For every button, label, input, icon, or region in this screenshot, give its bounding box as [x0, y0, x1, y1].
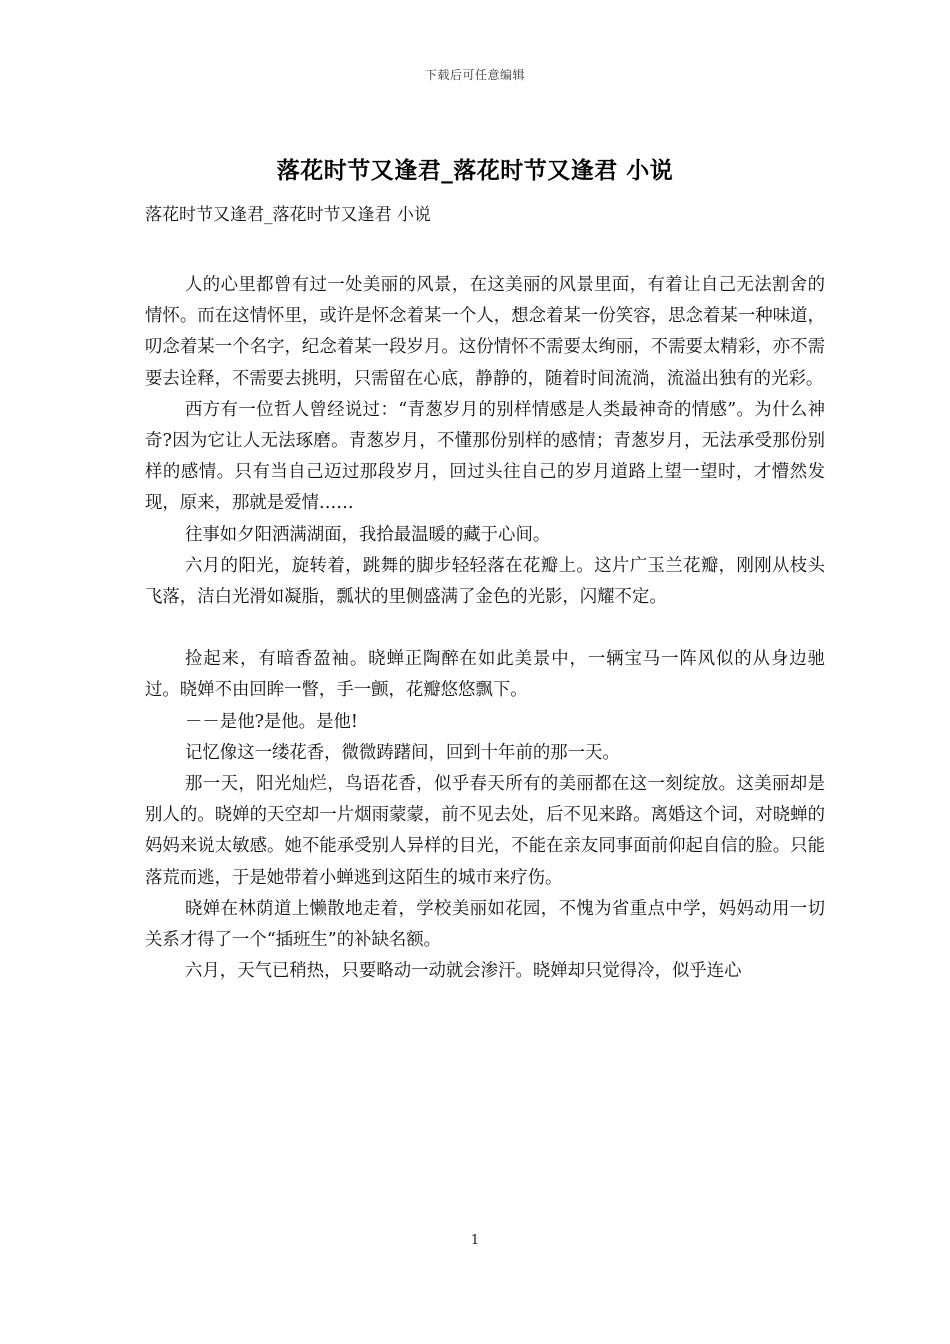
- paragraph: 六月的阳光，旋转着，跳舞的脚步轻轻落在花瓣上。这片广玉兰花瓣，刚刚从枝头飞落，洁白光滑如凝脂，瓢状的里侧盛满了金色的光影，闪耀不定。: [145, 555, 825, 608]
- header-note: 下载后可任意编辑: [424, 68, 525, 82]
- document-subtitle: 落花时节又逢君_落花时节又逢君 小说: [145, 205, 431, 225]
- paragraph: 捡起来，有暗香盈袖。晓蝉正陶醉在如此美景中，一辆宝马一阵风似的从身边驰过。晓婵不由回眸一瞥，手一颤，花瓣悠悠飘下。: [145, 649, 825, 701]
- paragraph: 记忆像这一缕花香，微微踌躇间，回到十年前的那一天。: [185, 742, 620, 763]
- paragraph: －－是他?是他。是他!: [185, 711, 358, 732]
- paragraph: 往事如夕阳洒满湖面，我拾最温暖的藏于心间。: [185, 524, 551, 545]
- paragraph: 晓婵在林荫道上懒散地走着，学校美丽如花园，不愧为省重点中学，妈妈动用一切关系才得了一个“插班生”的补缺名额。: [145, 898, 825, 951]
- paragraph: 西方有一位哲人曾经说过：“青葱岁月的别样情感是人类最神奇的情感”。为什么神奇?因为它让人无法琢磨。青葱岁月，不懂那份别样的感情；青葱岁月，无法承受那份别样的感情。只有当自己迈过那段岁月，回过头往自己的岁月道路上望一望时，才懵然发现，原来，那就是爱情……: [145, 399, 825, 514]
- page-number: 1: [470, 1233, 480, 1248]
- paragraph: 那一天，阳光灿烂，鸟语花香，似乎春天所有的美丽都在这一刻绽放。这美丽却是别人的。晓婵的天空却一片烟雨蒙蒙，前不见去处，后不见来路。离婚这个词，对晓蝉的妈妈来说太敏感。她不能承受别人异样的目光，不能在亲友同事面前仰起自信的脸。只能落荒而逃，于是她带着小蝉逃到这陌生的城市来疗伤。: [145, 774, 825, 888]
- paragraph: 六月，天气已稍热，只要略动一动就会渗汗。晓婵却只觉得冷，似乎连心: [185, 961, 742, 982]
- paragraph: 人的心里都曾有过一处美丽的风景，在这美丽的风景里面，有着让自己无法割舍的情怀。而在这情怀里，或许是怀念着某一个人，想念着某一份笑容，思念着某一种味道，叨念着某一个名字，纪念着某一段岁月。这份情怀不需要太绚丽，不需要太精彩，亦不需要去诠释，不需要去挑明，只需留在心底，静静的，随着时间流淌，流溢出独有的光彩。: [145, 275, 825, 389]
- document-body: [145, 270, 825, 987]
- document-title: 落花时节又逢君_落花时节又逢君 小说: [276, 157, 674, 184]
